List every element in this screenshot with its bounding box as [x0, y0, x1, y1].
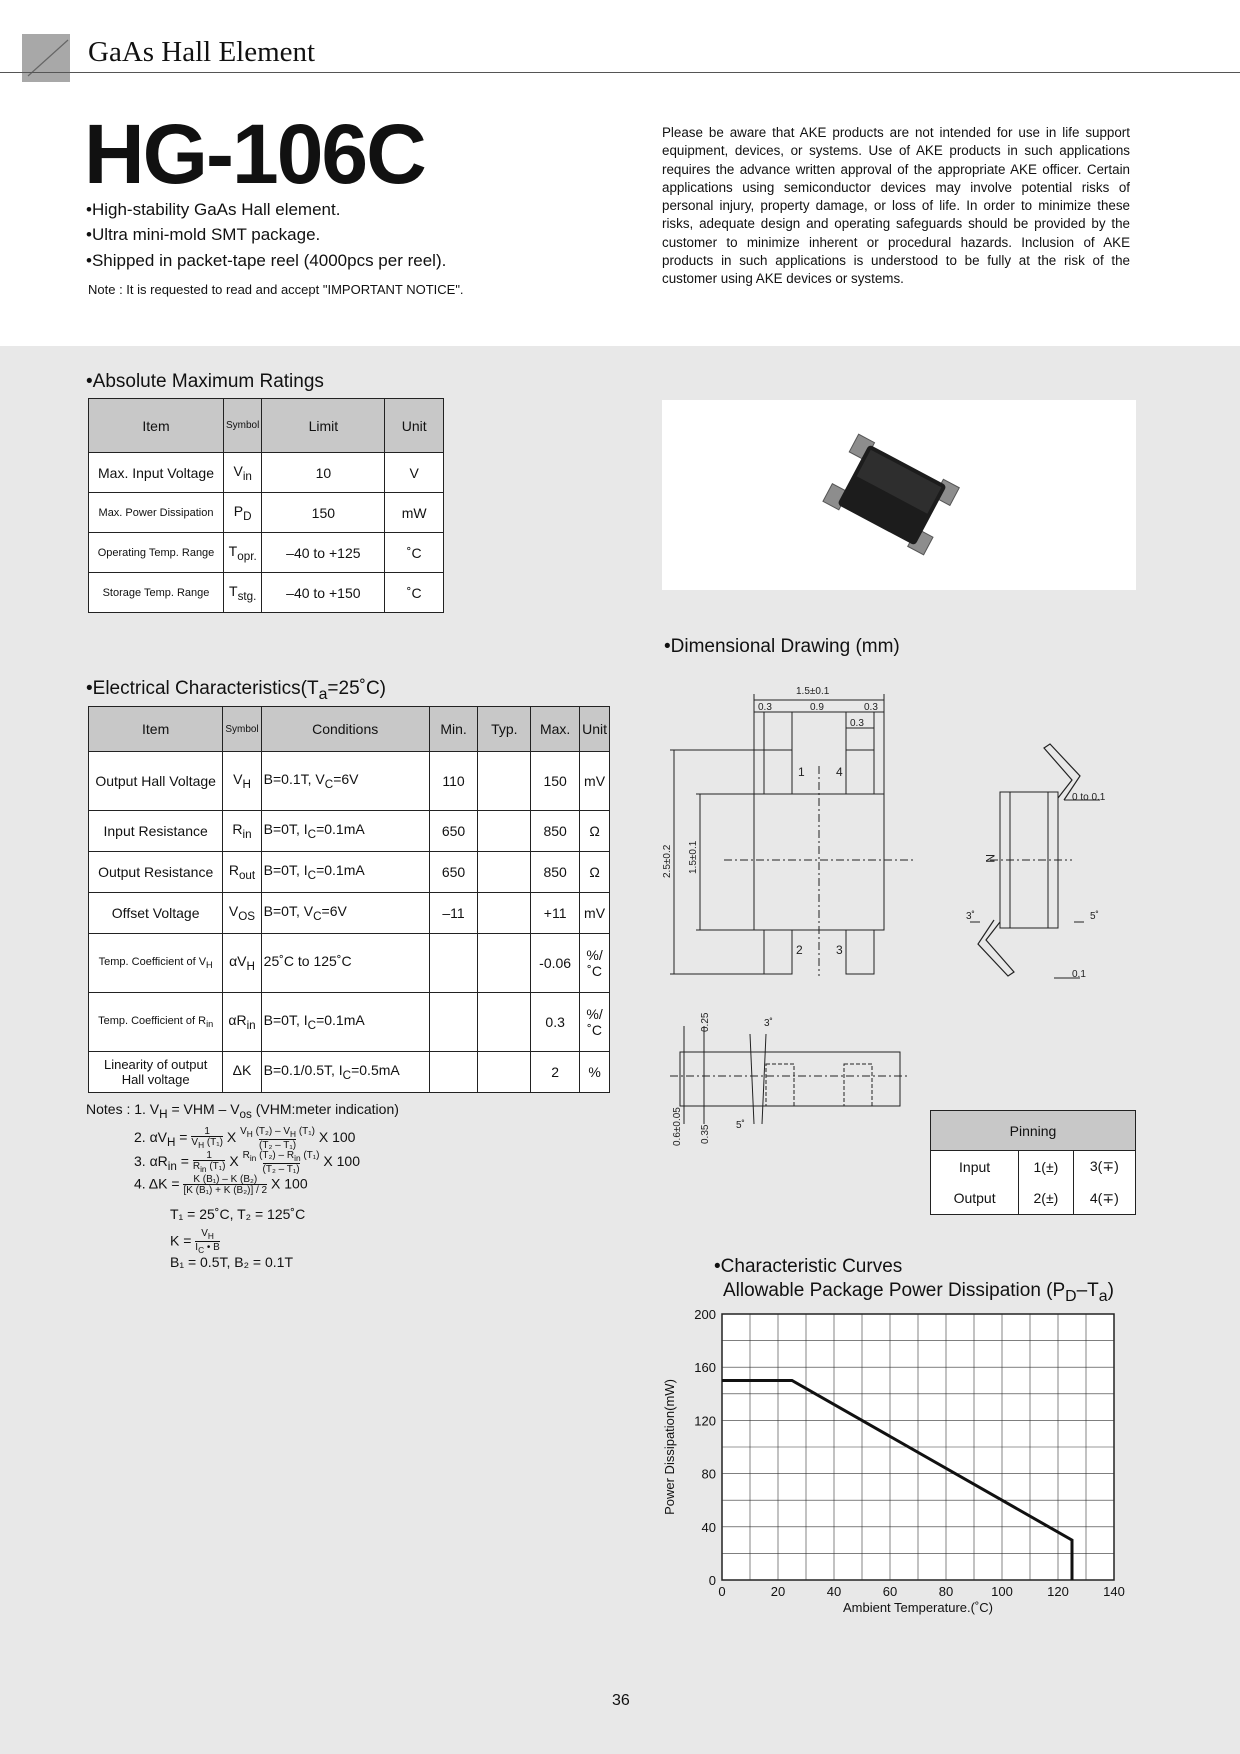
amr-row: [89, 533, 444, 573]
y-tick-label: 40: [701, 1519, 716, 1535]
x-tick-label: 60: [882, 1584, 898, 1599]
ec-item: Output Resistance: [89, 852, 223, 893]
package-body-bottom-view: [680, 1052, 900, 1106]
product-photo: [662, 400, 1136, 590]
ec-unit: %: [580, 1052, 610, 1093]
pinning-table: [930, 1110, 1136, 1215]
x-tick-label: 0: [718, 1584, 726, 1599]
x-tick-label: 40: [826, 1584, 842, 1599]
curves-subtitle: Allowable Package Power Dissipation $(P_D-T_a)$: [723, 1280, 1114, 1305]
ec-min: 650: [429, 852, 478, 893]
ec-min: –11: [429, 893, 478, 934]
header-logo-square: [22, 34, 70, 82]
power-dissipation-chart: [650, 1300, 1150, 1620]
ec-unit: Ω: [580, 852, 610, 893]
y-tick-label: 120: [694, 1413, 716, 1429]
amr-item: Max. Power Dissipation: [89, 493, 224, 533]
note-2-formula: 2. $\alpha V_H = \frac{1}{V_H (T_1)}$ X $V_H$ $(T_2) - V_H$ (T₁) (T₂ – T₁) X 100: [134, 1126, 356, 1151]
ec-row: [89, 993, 610, 1052]
x-tick-label: 140: [1103, 1584, 1125, 1599]
ec-max: 0.3: [531, 993, 580, 1052]
amr-symbol: $P_D$: [224, 493, 262, 533]
pin-4-lead: [846, 750, 874, 794]
ec-symbol: $R_{in}$: [223, 811, 261, 852]
amr-header-unit: Unit: [385, 399, 444, 453]
pinning-label: Output: [931, 1183, 1019, 1215]
dim-title: •Dimensional Drawing (mm): [664, 636, 900, 657]
disclaimer-text: Please be aware that AKE products are not intended for use in life support equipment, devices, or systems. Use of AKE products in such applications requires the advance written approval of the appropriate AKE officer. Certain applications using semiconductor devices may involve potential risks of personal injury, property damage, or loss of life. In order to minimize these risks, adequate design and operating safeguards should be provided by the customer to minimize inherent or procedural hazards. Inclusion of AKE products in such applications is understood to be fully at the risk of the customer using AKE devices or systems.: [662, 125, 1130, 287]
ec-typ: [478, 1052, 531, 1093]
ec-item: Temp. Coefficient of $V_H$: [89, 934, 223, 993]
ec-row: [89, 752, 610, 811]
note-4-formula: 4. ΔK = K (B₁) – K (B₂) [K (B₁) + K (B₂)] / 2 X 100: [134, 1174, 308, 1196]
ec-max: 850: [531, 811, 580, 852]
ec-unit: mV: [580, 752, 610, 811]
ec-min: 650: [429, 811, 478, 852]
page-number: 36: [612, 1692, 630, 1709]
ec-header-min: Min.: [429, 707, 478, 752]
ec-symbol: $V_H$: [223, 752, 261, 811]
x-axis-label: Ambient Temperature.(˚C): [842, 1600, 994, 1615]
ec-row: [89, 811, 610, 852]
ec-max: 2: [531, 1052, 580, 1093]
pinning-pin: 2(±): [1019, 1183, 1073, 1215]
pin-2-lead: [764, 930, 792, 974]
pin-3-lead: [846, 930, 874, 974]
product-name: HG-106C: [84, 107, 425, 201]
amr-limit: –40 to +150: [262, 573, 385, 613]
dim-bottom-angle: 3˚: [764, 1018, 773, 1029]
amr-title: •Absolute Maximum Ratings: [86, 371, 324, 392]
amr-unit: mW: [385, 493, 444, 533]
amr-unit: V: [385, 453, 444, 493]
ec-condition: B=0T, $I_C=0.1mA$: [261, 993, 429, 1052]
ec-condition: 25˚C to 125˚C: [261, 934, 429, 993]
ec-typ: [478, 852, 531, 893]
ec-typ: [478, 811, 531, 852]
amr-limit: –40 to +125: [262, 533, 385, 573]
dim-side-n: N: [983, 854, 997, 863]
pin-1-lead: [764, 750, 792, 794]
y-tick-label: 200: [694, 1307, 716, 1322]
ec-item: Linearity of output Hall voltage: [89, 1052, 223, 1093]
ec-unit: %/˚C: [580, 934, 610, 993]
x-tick-label: 20: [770, 1584, 786, 1599]
dim-bottom-angle-2: 5˚: [736, 1120, 745, 1131]
x-tick-label: 80: [938, 1584, 954, 1599]
dim-h-total: 2.5±0.2: [662, 844, 673, 878]
ec-unit: mV: [580, 893, 610, 934]
pin-2-label: 2: [796, 943, 803, 957]
ec-min: [429, 1052, 478, 1093]
dim-side-bottom: 0.1: [1072, 969, 1086, 980]
amr-symbol: $T_{opr.}$: [224, 533, 262, 573]
dim-w-d: 0.3: [850, 718, 864, 729]
ec-header-conditions: Conditions: [261, 707, 429, 752]
ec-condition: B=0.1T, $V_C=6V$: [261, 752, 429, 811]
ec-header-item: Item: [89, 707, 223, 752]
dim-w-total: 1.5±0.1: [796, 686, 830, 697]
amr-symbol: $V_{in}$: [224, 453, 262, 493]
dim-angle-left: 3˚: [966, 911, 975, 922]
note-1: Notes : 1. $V_H$ = VHM – $V_{os}$ (VHM:meter indication): [86, 1101, 399, 1121]
ec-typ: [478, 993, 531, 1052]
ec-max: 850: [531, 852, 580, 893]
ec-unit: Ω: [580, 811, 610, 852]
ec-typ: [478, 752, 531, 811]
dim-h-body: 1.5±0.1: [688, 840, 699, 874]
ec-row: [89, 852, 610, 893]
ec-item: Output Hall Voltage: [89, 752, 223, 811]
ec-item: Temp. Coefficient of $R_{in}$: [89, 993, 223, 1052]
ec-typ: [478, 934, 531, 993]
ec-header-max: Max.: [531, 707, 580, 752]
note-b-values: B₁ = 0.5T, B₂ = 0.1T: [170, 1254, 293, 1270]
ec-symbol: $R_{out}$: [223, 852, 261, 893]
y-tick-label: 0: [708, 1573, 716, 1588]
ec-condition: B=0.1/0.5T, $I_C=0.5mA$: [261, 1052, 429, 1093]
dim-bottom-a: 0.25: [700, 1012, 711, 1032]
ec-header-unit: Unit: [580, 707, 610, 752]
amr-symbol: $T_{stg.}$: [224, 573, 262, 613]
pin-4-label: 4: [836, 765, 843, 779]
pin-3-label: 3: [836, 943, 843, 957]
important-notice-note: Note : It is requested to read and accept "IMPORTANT NOTICE".: [88, 282, 464, 297]
feature-2: •Ultra mini-mold SMT package.: [86, 225, 321, 244]
amr-row: [89, 453, 444, 493]
ec-min: [429, 993, 478, 1052]
ec-max: +11: [531, 893, 580, 934]
dim-w-b: 0.9: [810, 702, 824, 713]
ec-symbol: ΔK: [223, 1052, 261, 1093]
curves-title: •Characteristic Curves: [714, 1256, 903, 1277]
amr-header-limit: Limit: [262, 399, 385, 453]
ec-min: 110: [429, 752, 478, 811]
x-tick-label: 100: [991, 1584, 1013, 1599]
pin-1-label: 1: [798, 765, 805, 779]
ec-item: Offset Voltage: [89, 893, 223, 934]
amr-item: Max. Input Voltage: [89, 453, 224, 493]
ec-condition: B=0T, $V_C=6V$: [261, 893, 429, 934]
y-tick-label: 80: [701, 1466, 716, 1482]
ec-row: [89, 1052, 610, 1093]
dim-w-c: 0.3: [864, 702, 878, 713]
ec-max: -0.06: [531, 934, 580, 993]
header-title: GaAs Hall Element: [88, 36, 316, 68]
pinning-title: Pinning: [931, 1111, 1136, 1151]
amr-unit: ˚C: [385, 533, 444, 573]
ec-condition: B=0T, $I_C=0.1mA$: [261, 852, 429, 893]
feature-3: •Shipped in packet-tape reel (4000pcs per reel).: [86, 251, 447, 270]
feature-1: •High-stability GaAs Hall element.: [86, 200, 341, 219]
ec-symbol: $V_{OS}$: [223, 893, 261, 934]
ec-header-typ: Typ.: [478, 707, 531, 752]
ec-min: [429, 934, 478, 993]
ec-header-symbol: Symbol: [223, 707, 261, 752]
y-axis-label: Power Dissipation(mW): [662, 1379, 677, 1515]
dim-angle-right: 5˚: [1090, 911, 1099, 922]
ec-typ: [478, 893, 531, 934]
header-rule: [0, 72, 1240, 73]
ec-table: [88, 706, 610, 1093]
note-3-formula: 3. $\alpha R_{in} = 1$ $R_{in}$ (T₁) X $R_{in}$ $(T_2) - R_{in}$ (T₁) (T₂ – T₁) X 100: [134, 1150, 360, 1175]
ec-unit: %/˚C: [580, 993, 610, 1052]
ec-symbol: $\alpha R_{in}$: [223, 993, 261, 1052]
pinning-pin: 4(∓): [1073, 1183, 1135, 1215]
amr-item: Storage Temp. Range: [89, 573, 224, 613]
note-k-formula: $K = V_H$ $I_C$ • B: [170, 1228, 220, 1255]
y-tick-label: 160: [694, 1360, 716, 1376]
amr-row: [89, 493, 444, 533]
amr-limit: 150: [262, 493, 385, 533]
dim-bottom-b: 0.35: [700, 1124, 711, 1144]
pinning-pin: 1(±): [1019, 1151, 1073, 1183]
amr-header-item: Item: [89, 399, 224, 453]
amr-header-symbol: Symbol: [224, 399, 262, 453]
amr-limit: 10: [262, 453, 385, 493]
ec-symbol: $\alpha V_H$: [223, 934, 261, 993]
note-temps: T₁ = 25˚C, T₂ = 125˚C: [170, 1206, 306, 1222]
amr-item: Operating Temp. Range: [89, 533, 224, 573]
dim-w-a: 0.3: [758, 702, 772, 713]
ec-max: 150: [531, 752, 580, 811]
x-tick-label: 120: [1047, 1584, 1069, 1599]
ec-row: [89, 934, 610, 993]
pinning-pin: 3(∓): [1073, 1151, 1135, 1183]
amr-unit: ˚C: [385, 573, 444, 613]
ec-item: Input Resistance: [89, 811, 223, 852]
amr-table: [88, 398, 444, 613]
pinning-label: Input: [931, 1151, 1019, 1183]
dim-side-top: 0 to 0.1: [1072, 792, 1106, 803]
ec-title: •Electrical $Characteristics(T_a=25˚C)$: [86, 678, 387, 703]
ec-condition: B=0T, $I_C=0.1mA$: [261, 811, 429, 852]
amr-row: [89, 573, 444, 613]
ec-row: [89, 893, 610, 934]
dim-bottom-height: 0.6±0.05: [672, 1107, 683, 1146]
